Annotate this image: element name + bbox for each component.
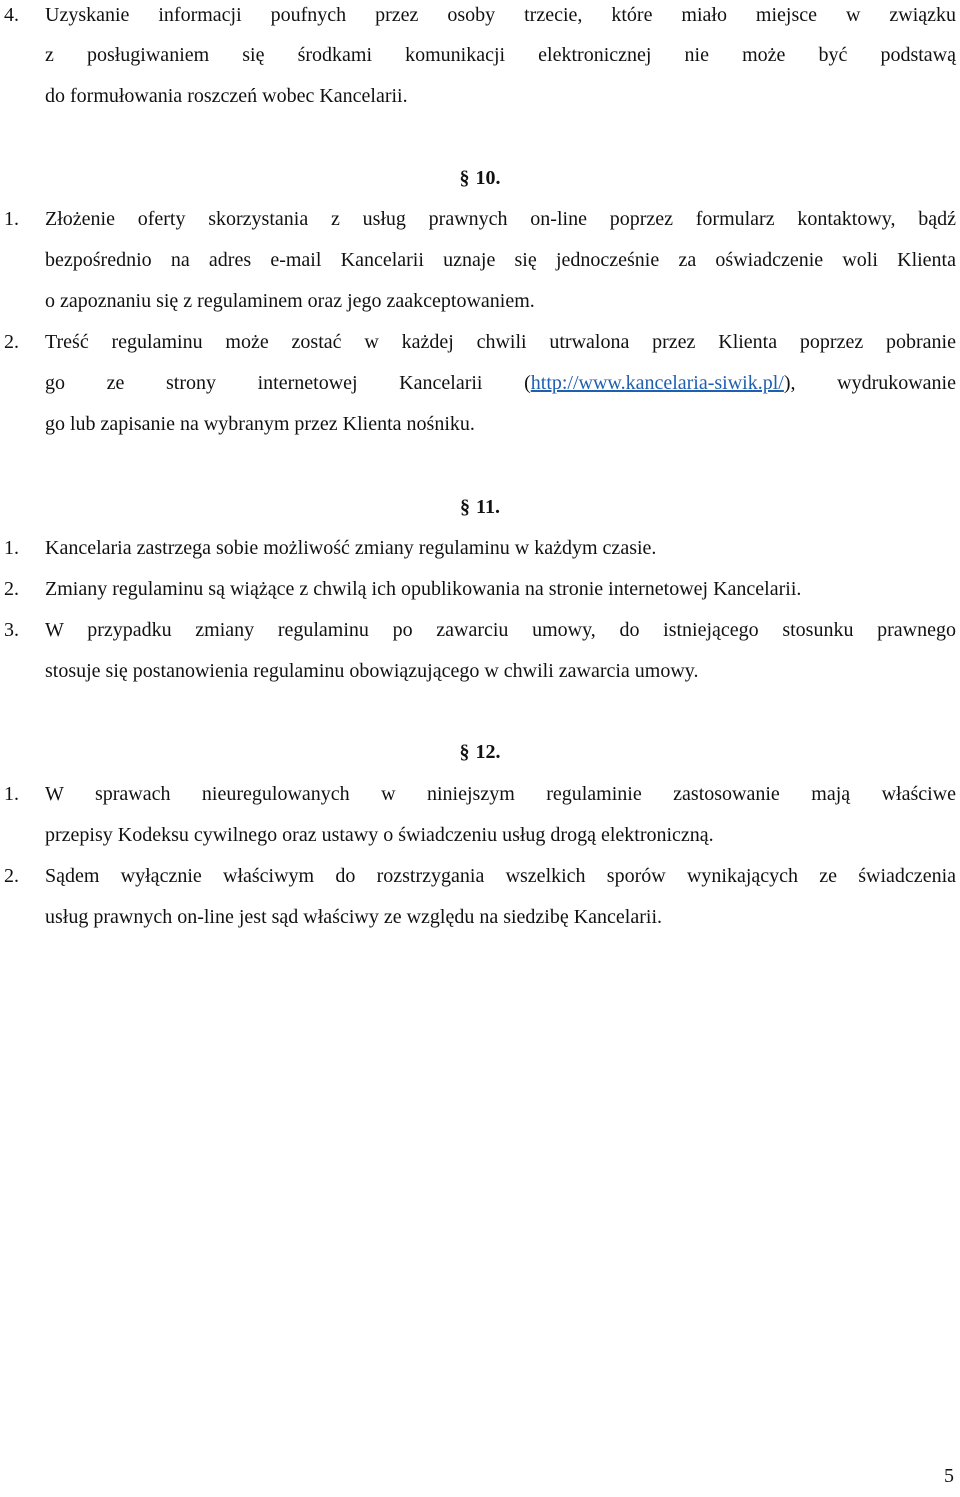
section11-heading — [0, 493, 960, 521]
section10-heading — [0, 164, 960, 192]
paragraph-line: przepisy Kodeksu cywilnego oraz ustawy o świadczeniu usług drogą elektroniczną. — [45, 824, 714, 846]
paragraph-line: Treść regulaminu może zostać w każdej chwili utrwalona przez Klienta poprzez pobranie — [45, 331, 956, 353]
paragraph-line: Sądem wyłącznie właściwym do rozstrzygania wszelkich sporów wynikających ze świadczenia — [45, 865, 956, 887]
paragraph-line: Zmiany regulaminu są wiążące z chwilą ich opublikowania na stronie internetowej Kancelarii. — [45, 578, 802, 600]
section11-item1 — [0, 534, 958, 564]
section-number: 10. — [475, 167, 501, 189]
paragraph-line: stosuje się postanowienia regulaminu obowiązującego w chwili zawarcia umowy. — [45, 660, 699, 682]
section10-item1 — [0, 205, 958, 315]
paragraph-text: go ze strony internetowej Kancelarii — [45, 372, 483, 394]
item-number: 1. — [4, 537, 19, 559]
kancelaria-website-link[interactable]: http://www.kancelaria-siwik.pl/ — [530, 372, 784, 394]
section-symbol: § — [459, 741, 470, 763]
section-number: 11. — [476, 496, 500, 518]
section12-item2 — [0, 862, 958, 932]
item-number: 3. — [4, 619, 19, 641]
section10-item2 — [0, 328, 958, 438]
paragraph-line-with-link — [45, 369, 956, 397]
paren-open: ( — [524, 372, 531, 394]
page-number: 5 — [944, 1465, 954, 1487]
paragraph-line: W przypadku zmiany regulaminu po zawarciu umowy, do istniejącego stosunku prawnego — [45, 619, 956, 641]
paragraph-line: Złożenie oferty skorzystania z usług prawnych on-line poprzez formularz kontaktowy, bądź — [45, 208, 956, 230]
paragraph-line: o zapoznaniu się z regulaminem oraz jego zaakceptowaniem. — [45, 290, 535, 312]
section-number: 12. — [475, 741, 501, 763]
paragraph-text: ), wydrukowanie — [783, 372, 956, 394]
paragraph-line: do formułowania roszczeń wobec Kancelarii. — [45, 85, 408, 107]
section-symbol: § — [460, 496, 471, 518]
item-number: 1. — [4, 208, 19, 230]
paragraph-line: W sprawach nieuregulowanych w niniejszym regulaminie zastosowanie mają właściwe — [45, 783, 956, 805]
section12-item1 — [0, 780, 958, 850]
paragraph-line: bezpośrednio na adres e-mail Kancelarii uznaje się jednocześnie za oświadczenie woli Klienta — [45, 249, 956, 271]
item-number: 2. — [4, 578, 19, 600]
paragraph-line: usług prawnych on-line jest sąd właściwy ze względu na siedzibę Kancelarii. — [45, 906, 663, 928]
section11-item2 — [0, 575, 958, 605]
paragraph-line: Kancelaria zastrzega sobie możliwość zmiany regulaminu w każdym czasie. — [45, 537, 657, 559]
paragraph-line: z posługiwaniem się środkami komunikacji elektronicznej nie może być podstawą — [45, 44, 956, 66]
item-number: 2. — [4, 865, 19, 887]
item-number: 4. — [4, 4, 19, 26]
section-symbol: § — [459, 167, 470, 189]
section12-heading — [0, 738, 960, 766]
section11-item3 — [0, 616, 958, 686]
paragraph-line: go lub zapisanie na wybranym przez Klienta nośniku. — [45, 413, 475, 435]
item-number: 2. — [4, 331, 19, 353]
section9-item4 — [0, 0, 958, 110]
paragraph-line: Uzyskanie informacji poufnych przez osoby trzecie, które miało miejsce w związku — [45, 4, 956, 26]
item-number: 1. — [4, 783, 19, 805]
